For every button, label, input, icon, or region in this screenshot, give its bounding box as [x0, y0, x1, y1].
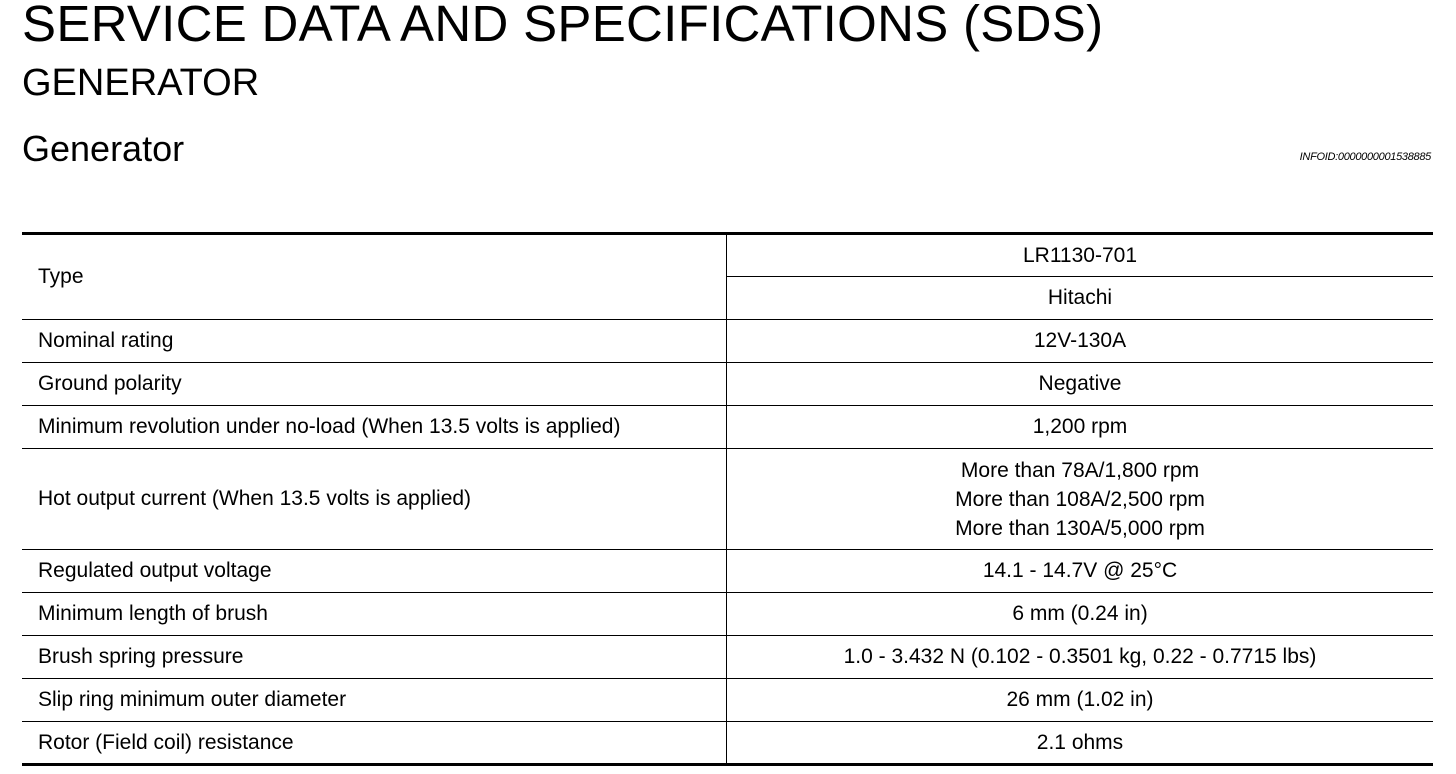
table-row [22, 722, 1433, 765]
row-value-line: More than 130A/5,000 rpm [955, 516, 1205, 540]
row-value-line: More than 108A/2,500 rpm [955, 487, 1205, 511]
table-row [22, 679, 1433, 722]
row-label: Nominal rating [22, 320, 727, 363]
row-value: 1,200 rpm [727, 406, 1434, 449]
table-row [22, 406, 1433, 449]
page-title: SERVICE DATA AND SPECIFICATIONS (SDS) [22, 0, 1104, 52]
row-label: Type [22, 234, 727, 320]
row-label: Brush spring pressure [22, 636, 727, 679]
row-value: LR1130-701 [727, 234, 1434, 277]
row-label: Minimum revolution under no-load (When 13.5 volts is applied) [22, 406, 727, 449]
row-label: Minimum length of brush [22, 593, 727, 636]
info-id: INFOID:0000000001538885 [1299, 151, 1431, 163]
row-value: 2.1 ohms [727, 722, 1434, 765]
table-row [22, 320, 1433, 363]
row-label: Regulated output voltage [22, 550, 727, 593]
table-row [22, 636, 1433, 679]
subsection-title: Generator [22, 128, 185, 169]
row-label: Slip ring minimum outer diameter [22, 679, 727, 722]
section-title: GENERATOR [22, 62, 260, 104]
row-value: 12V-130A [727, 320, 1434, 363]
table-row-type-1 [22, 234, 1433, 277]
row-label: Rotor (Field coil) resistance [22, 722, 727, 765]
table-row [22, 449, 1433, 550]
table-row [22, 363, 1433, 406]
table-row [22, 550, 1433, 593]
row-value: 14.1 - 14.7V @ 25°C [727, 550, 1434, 593]
table-row [22, 593, 1433, 636]
row-value-line: More than 78A/1,800 rpm [960, 458, 1200, 482]
row-value: 26 mm (1.02 in) [727, 679, 1434, 722]
row-label: Hot output current (When 13.5 volts is applied) [22, 449, 727, 550]
row-value: 6 mm (0.24 in) [727, 593, 1434, 636]
spec-table [22, 232, 1433, 766]
row-value: Negative [727, 363, 1434, 406]
row-value: Hitachi [727, 277, 1434, 320]
row-label: Ground polarity [22, 363, 727, 406]
row-value: 1.0 - 3.432 N (0.102 - 0.3501 kg, 0.22 - 0.7715 lbs) [727, 636, 1434, 679]
row-value [727, 449, 1434, 550]
